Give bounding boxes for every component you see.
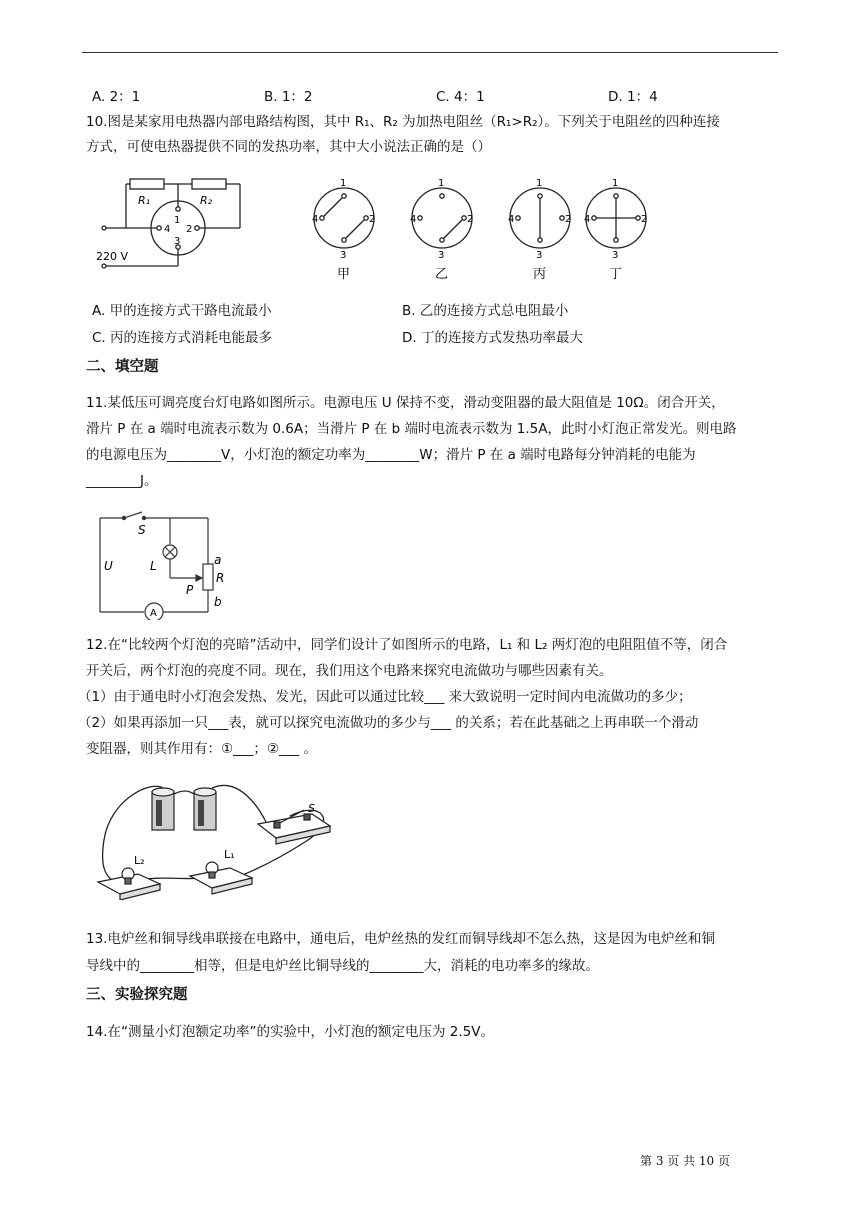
q12-line: 变阻器，则其作用有：①___；②___ 。	[86, 741, 317, 757]
q12-line: 开关后，两个灯泡的亮度不同。现在，我们用这个电路来探究电流做功与哪些因素有关。	[86, 663, 613, 679]
terminal-b-label: b	[214, 595, 222, 609]
q11-stem	[86, 390, 776, 494]
terminal-label: 1	[536, 178, 543, 189]
terminal-label: 2	[467, 214, 474, 225]
terminal-a-label: a	[214, 553, 222, 567]
terminal-label: 4	[508, 214, 515, 225]
dial-label-bing: 丙	[533, 267, 547, 282]
r1-label: R₁	[138, 194, 151, 207]
q12-line: 12.在“比较两个灯泡的亮暗”活动中，同学们设计了如图所示的电路，L₁ 和 L₂ 两灯泡的电阻阻值不等，闭合	[86, 637, 728, 653]
section-title: 二、填空题	[86, 359, 159, 375]
terminal-label: 2	[186, 224, 193, 235]
voltage-label: 220 V	[96, 250, 129, 263]
q13-stem	[86, 926, 776, 980]
q12-stem	[78, 632, 776, 762]
q10-option-a: A. 甲的连接方式干路电流最小	[92, 303, 272, 319]
terminal-label: 4	[410, 214, 417, 225]
q11-line: 的电源电压为________V，小灯泡的额定功率为________W；滑片 P 在 a 端时电路每分钟消耗的电能为	[86, 447, 696, 463]
q13-line: 13.电炉丝和铜导线串联接在电路中，通电后，电炉丝热的发红而铜导线却不怎么热，这是因为电炉丝和铜	[86, 931, 715, 947]
q12-apparatus-figure	[90, 780, 340, 900]
q12-line: （1）由于通电时小灯泡会发热、发光，因此可以通过比较___ 来大致说明一定时间内电流做功的多少；	[78, 689, 692, 705]
voltage-label: U	[104, 559, 113, 573]
q10-option-d: D. 丁的连接方式发热功率最大	[402, 330, 583, 346]
page-footer: 第 3 页 共 10 页	[640, 1154, 730, 1168]
q10-option-b: B. 乙的连接方式总电阻最小	[402, 303, 569, 319]
q10-stem-line: 方式，可使电热器提供不同的发热功率，其中大小说法正确的是（）	[86, 139, 491, 155]
section-title: 三、实验探究题	[86, 987, 188, 1003]
r2-label: R₂	[200, 194, 213, 207]
lamp-label: L	[150, 559, 157, 573]
q10-option-c: C. 丙的连接方式消耗电能最多	[92, 330, 273, 346]
q11-line: 11.某低压可调亮度台灯电路如图所示。电源电压 U 保持不变，滑动变阻器的最大阻值是 10Ω。闭合开关，	[86, 395, 725, 411]
header-rule	[82, 52, 778, 53]
dial-label-jia: 甲	[337, 267, 351, 282]
terminal-label: 3	[612, 250, 619, 261]
terminal-label: 2	[369, 214, 376, 225]
lamp-l2-label: L₂	[134, 854, 145, 867]
q11-line: ________J。	[86, 473, 158, 489]
q9-option-c: C. 4：1	[436, 89, 485, 105]
terminal-label: 3	[174, 236, 181, 247]
q13-line: 导线中的________相等，但是电炉丝比铜导线的________大，消耗的电功率多的缘故。	[86, 958, 599, 974]
q10-stem-line: 10.图是某家用电热器内部电路结构图，其中 R₁、R₂ 为加热电阻丝（R₁>R₂）。下列关于电阻丝的四种连接	[86, 114, 720, 130]
dial-label-yi: 乙	[435, 267, 449, 282]
q12-line: （2）如果再添加一只___表，就可以探究电流做功的多少与___ 的关系；若在此基础之上再串联一个滑动	[78, 715, 699, 731]
q14-stem	[86, 1020, 776, 1045]
switch-label: S	[308, 802, 315, 815]
slider-label: P	[186, 583, 194, 597]
ammeter-label: A	[150, 608, 157, 619]
terminal-label: 3	[340, 250, 347, 261]
terminal-label: 2	[641, 214, 648, 225]
q9-option-d: D. 1：4	[608, 89, 658, 105]
terminal-label: 4	[164, 224, 171, 235]
rheostat-label: R	[216, 571, 225, 585]
terminal-label: 1	[438, 178, 445, 189]
switch-label: S	[138, 523, 146, 537]
q11-line: 滑片 P 在 a 端时电流表示数为 0.6A；当滑片 P 在 b 端时电流表示数为 1.5A，此时小灯泡正常发光。则电路	[86, 421, 737, 437]
terminal-label: 4	[584, 214, 591, 225]
lamp-l1-label: L₁	[224, 848, 235, 861]
terminal-label: 3	[536, 250, 543, 261]
q10-circuit-figure	[88, 170, 658, 288]
q14-line: 14.在“测量小灯泡额定功率”的实验中，小灯泡的额定电压为 2.5V。	[86, 1024, 494, 1040]
q10-stem	[86, 110, 776, 160]
terminal-label: 2	[565, 214, 572, 225]
terminal-label: 1	[612, 178, 619, 189]
q11-circuit-figure	[92, 508, 232, 620]
terminal-label: 4	[312, 214, 319, 225]
terminal-label: 1	[174, 215, 181, 226]
q9-option-b: B. 1：2	[264, 89, 313, 105]
terminal-label: 3	[438, 250, 445, 261]
q9-option-a: A. 2：1	[92, 89, 141, 105]
dial-label-ding: 丁	[609, 267, 623, 282]
terminal-label: 1	[340, 178, 347, 189]
